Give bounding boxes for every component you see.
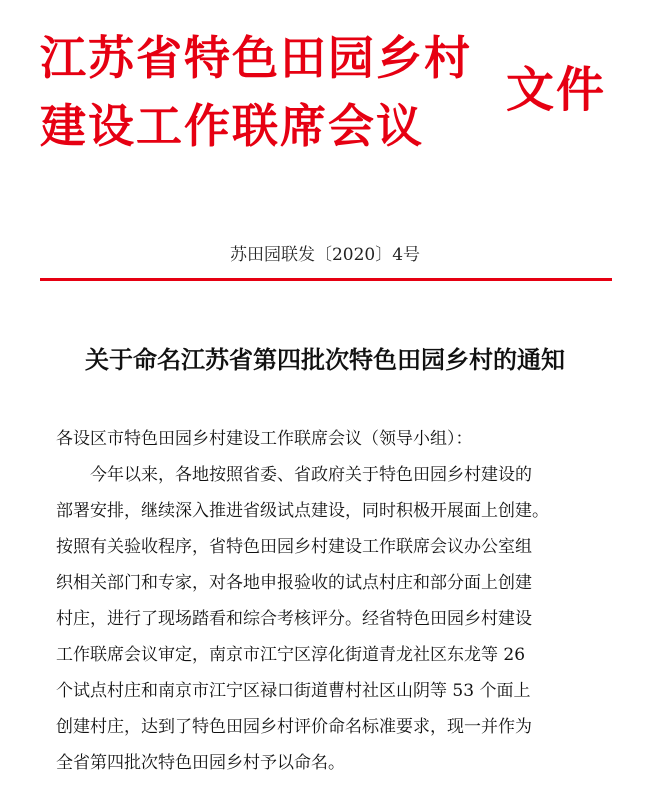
issuer-suffix: 文件 [506,62,607,118]
document-title: 关于命名江苏省第四批次特色田园乡村的通知 [85,345,565,374]
body-line-2: 部署安排，继续深入推进省级试点建设，同时积极开展面上创建。 [56,501,549,521]
document-header [0,0,650,290]
issuer-name-line-2: 建设工作联席会议 [40,99,424,153]
body-line-9: 全省第四批次特色田园乡村予以命名。 [56,753,345,773]
body-line-4: 织相关部门和专家，对各地申报验收的试点村庄和部分面上创建 [56,573,532,593]
body-line-3: 按照有关验收程序，省特色田园乡村建设工作联席会议办公室组 [56,537,532,557]
body-line-1: 今年以来，各地按照省委、省政府关于特色田园乡村建设的 [90,465,532,485]
body-line-6: 工作联席会议审定，南京市江宁区淳化街道青龙社区东龙等 26 [56,645,526,665]
body-line-5: 村庄，进行了现场踏看和综合考核评分。经省特色田园乡村建设 [56,609,532,629]
body-line-7: 个试点村庄和南京市江宁区禄口街道曹村社区山阴等 53 个面上 [56,681,531,701]
red-divider-line [40,278,612,281]
addressee: 各设区市特色田园乡村建设工作联席会议（领导小组）： [56,429,473,449]
document-number: 苏田园联发〔2020〕4号 [229,245,421,265]
body-line-8: 创建村庄，达到了特色田园乡村评价命名标准要求，现一并作为 [56,717,532,737]
issuer-name-line-1: 江苏省特色田园乡村 [40,31,472,85]
